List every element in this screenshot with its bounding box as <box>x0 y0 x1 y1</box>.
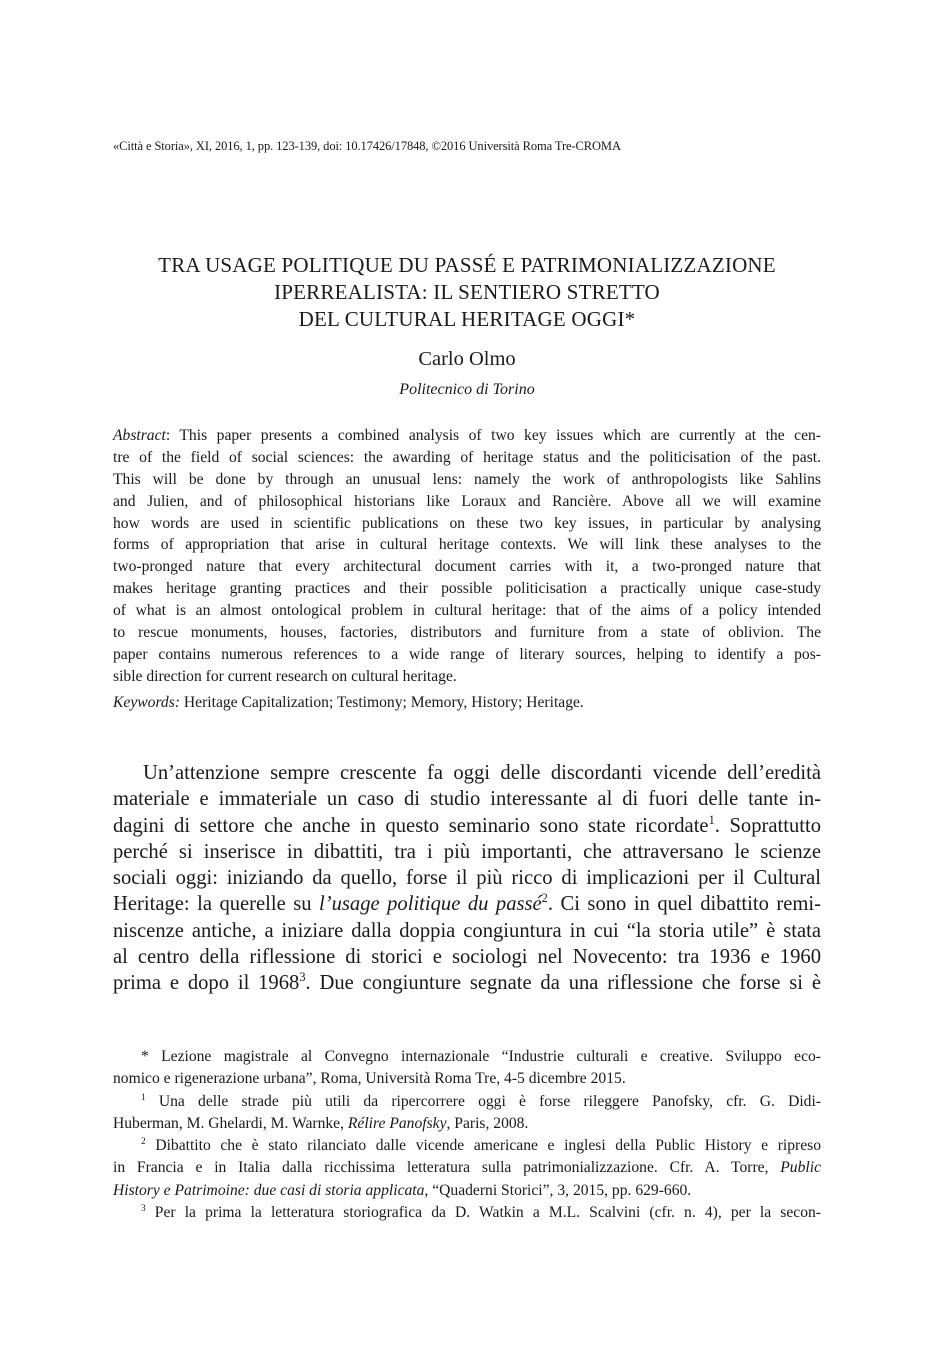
body-line: dagini di settore che anche in questo seminario sono state ricordate$^1$. Soprattutto <box>113 812 822 837</box>
footnote-number: 3 <box>141 1203 146 1214</box>
abstract-line: Abstract: This paper presents a combined analysis of two key issues which are currently at the cen- <box>113 427 821 444</box>
keywords-text: Heritage Capitalization; Testimony; Memory, History; Heritage. <box>180 694 584 711</box>
title-line: TRA USAGE POLITIQUE DU PASSÉ E PATRIMONIALIZZAZIONE <box>158 253 776 277</box>
abstract-label: Abstract <box>113 427 166 444</box>
body-line: sociali oggi: iniziando da quello, forse il più ricco di implicazioni per il Cultural <box>113 867 821 890</box>
author-affiliation: Politecnico di Torino <box>399 381 535 398</box>
abstract <box>113 425 821 688</box>
footnote-number: 2 <box>141 1137 146 1147</box>
keywords-label: Keywords: <box>113 694 180 711</box>
body-line: materiale e immateriale un caso di studio interessante al di fuori delle tante in- <box>113 788 821 811</box>
body-line: Heritage: la querelle su l’usage politique du passé$^2$. Ci sono in quel dibattito remi- <box>113 891 821 916</box>
footnote-line: nomico e rigenerazione urbana”, Roma, Università Roma Tre, 4-5 dicembre 2015. <box>113 1070 626 1088</box>
footnote-ref[interactable]: 2 <box>541 891 548 906</box>
abstract-line: to rescue monuments, houses, factories, distributors and furniture from a state of oblivion. The <box>113 624 821 642</box>
body-line: al centro della riflessione di storici e sociologi nel Novecento: tra 1936 e 1960 <box>113 946 821 969</box>
abstract-line: sible direction for current research on cultural heritage. <box>113 667 457 685</box>
body-line: prima e dopo il 1968$^3$. Due congiunture segnate da una riflessione che forse si è <box>113 970 821 995</box>
abstract-line: forms of appropriation that arise in cultural heritage contexts. We will link these analyses to the <box>113 536 821 554</box>
body-line: perché si inserisce in dibattiti, tra i più importanti, che attraversano le scienze <box>113 840 821 863</box>
footnote-line: History e Patrimoine: due casi di storia applicata, “Quaderni Storici”, 3, 2015, pp. 629-660. <box>113 1181 692 1199</box>
running-head: «Città e Storia», XI, 2016, 1, pp. 123-139, doi: 10.17426/17848, ©2016 Università Roma Tre-CROMA <box>113 139 621 153</box>
abstract-line: of what is an almost ontological problem in cultural heritage: that of the aims of a policy intended <box>113 602 821 620</box>
abstract-line: This will be done by through an unusual lens: namely the work of anthropologists like Sahlins <box>113 470 821 488</box>
footnote-line: $^3$ Per la prima la letteratura storiografica da D. Watkin a M.L. Scalvini (cfr. n. 4), per la secon- <box>141 1203 821 1222</box>
paper-title <box>113 252 821 333</box>
footnote-line: Huberman, M. Ghelardi, M. Warnke, Rélire Panofsky, Paris, 2008. <box>113 1114 529 1132</box>
title-line: IPERREALISTA: IL SENTIERO STRETTO <box>274 280 660 304</box>
body-line: niscenze antiche, a iniziare dalla doppia congiuntura in cui “la storia utile” è stata <box>113 919 821 942</box>
abstract-line: how words are used in scientific publications on these two key issues, in particular by analysing <box>113 514 821 532</box>
footnote-line: $^2$ Dibattito che è stato rilanciato dalle vicende americane e inglesi della Public History e ripreso <box>141 1137 821 1155</box>
footnote-number: 1 <box>141 1092 146 1103</box>
abstract-line: paper contains numerous references to a wide range of literary sources, helping to identify a pos- <box>113 645 821 663</box>
footnotes <box>113 1046 821 1224</box>
footnote-line: $^1$ Una delle strade più utili da ripercorrere oggi è forse rileggere Panofsky, cfr. G. Didi- <box>141 1092 821 1110</box>
footnote-line: in Francia e in Italia dalla ricchissima letteratura sulla patrimonializzazione. Cfr. A. Torre, Public <box>113 1159 821 1177</box>
abstract-line: makes heritage granting practices and their possible politicisation a practically unique case-study <box>113 580 821 598</box>
footnote-ref[interactable]: 3 <box>299 970 306 985</box>
footnote-line: * Lezione magistrale al Convegno internazionale “Industrie culturali e creative. Sviluppo eco- <box>141 1048 821 1065</box>
body-text <box>113 760 821 997</box>
abstract-line: two-pronged nature that every architectural document carries with it, a two-pronged nature that <box>113 558 821 576</box>
abstract-line: tre of the field of social sciences: the awarding of heritage status and the politicisation of the past. <box>113 448 821 466</box>
abstract-line: and Julien, and of philosophical historians like Loraux and Rancière. Above all we will examine <box>113 492 821 510</box>
keywords <box>113 692 821 714</box>
title-line: DEL CULTURAL HERITAGE OGGI* <box>298 307 636 331</box>
body-line: Un’attenzione sempre crescente fa oggi delle discordanti vicende dell’eredità <box>143 762 821 784</box>
author-name: Carlo Olmo <box>418 348 516 370</box>
footnote-ref[interactable]: 1 <box>708 812 715 827</box>
